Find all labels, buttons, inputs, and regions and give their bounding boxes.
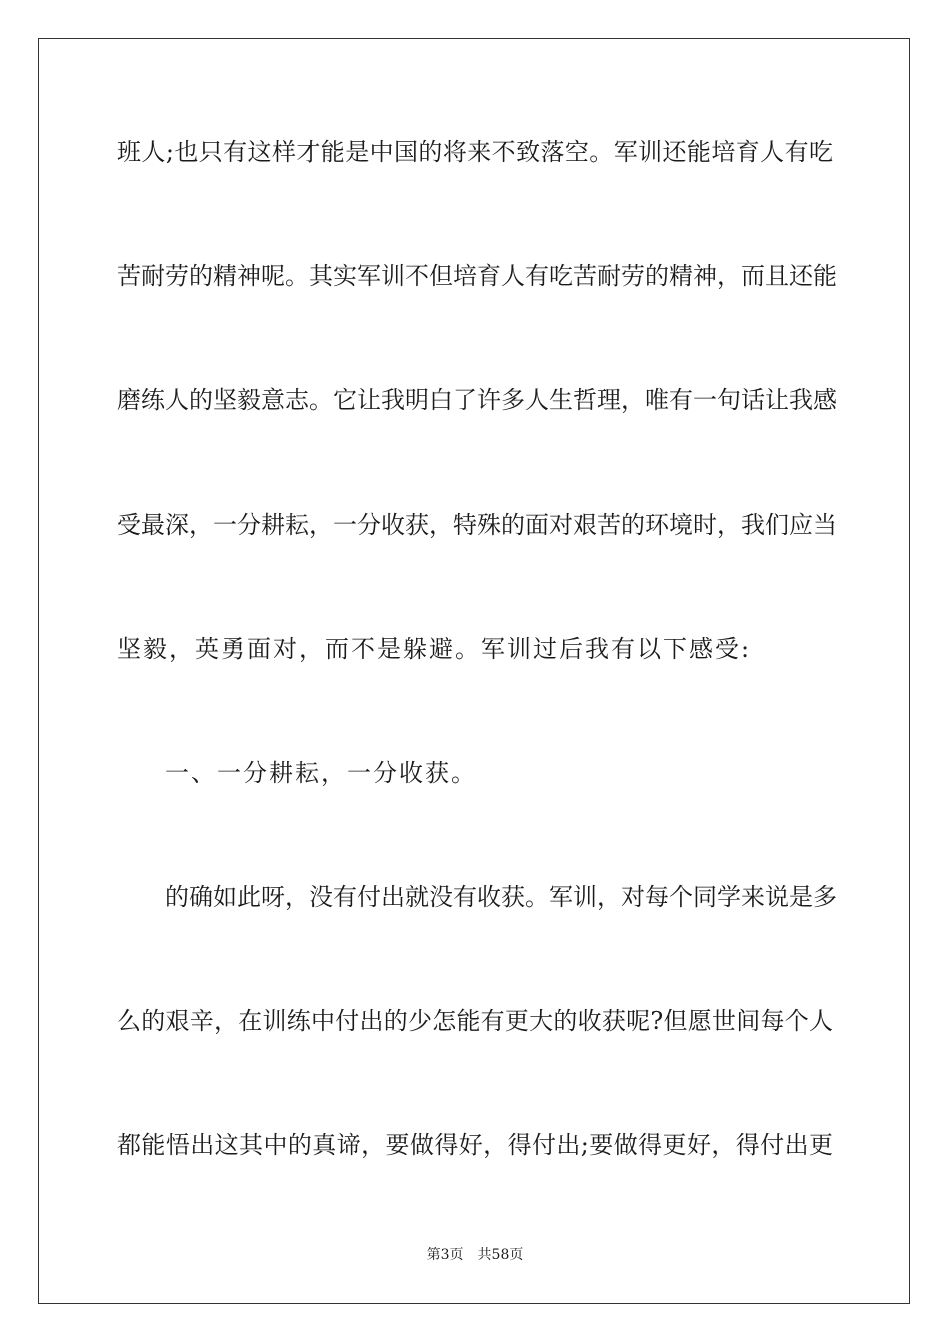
page-total: 共58页 xyxy=(477,1247,524,1263)
body-line-3: 磨练人的坚毅意志。它让我明白了许多人生哲理，唯有一句话让我感 xyxy=(117,386,837,414)
body-line-7: 的确如此呀，没有付出就没有收获。军训，对每个同学来说是多 xyxy=(165,883,837,911)
body-line-4: 受最深，一分耕耘，一分收获，特殊的面对艰苦的环境时，我们应当 xyxy=(117,511,837,539)
body-line-1: 班人;也只有这样才能是中国的将来不致落空。军训还能培育人有吃 xyxy=(117,138,833,166)
page-footer xyxy=(0,1246,950,1264)
body-line-5: 坚毅，英勇面对，而不是躲避。军训过后我有以下感受: xyxy=(117,635,752,663)
body-line-8: 么的艰辛，在训练中付出的少怎能有更大的收获呢?但愿世间每个人 xyxy=(117,1007,833,1035)
body-line-2: 苦耐劳的精神呢。其实军训不但培育人有吃苦耐劳的精神，而且还能 xyxy=(117,262,837,290)
page-frame xyxy=(38,38,910,1304)
body-line-9: 都能悟出这其中的真谛，要做得好，得付出;要做得更好，得付出更 xyxy=(117,1131,833,1159)
section-heading: 一、一分耕耘，一分收获。 xyxy=(165,759,477,787)
page-number: 第3页 xyxy=(426,1247,464,1263)
